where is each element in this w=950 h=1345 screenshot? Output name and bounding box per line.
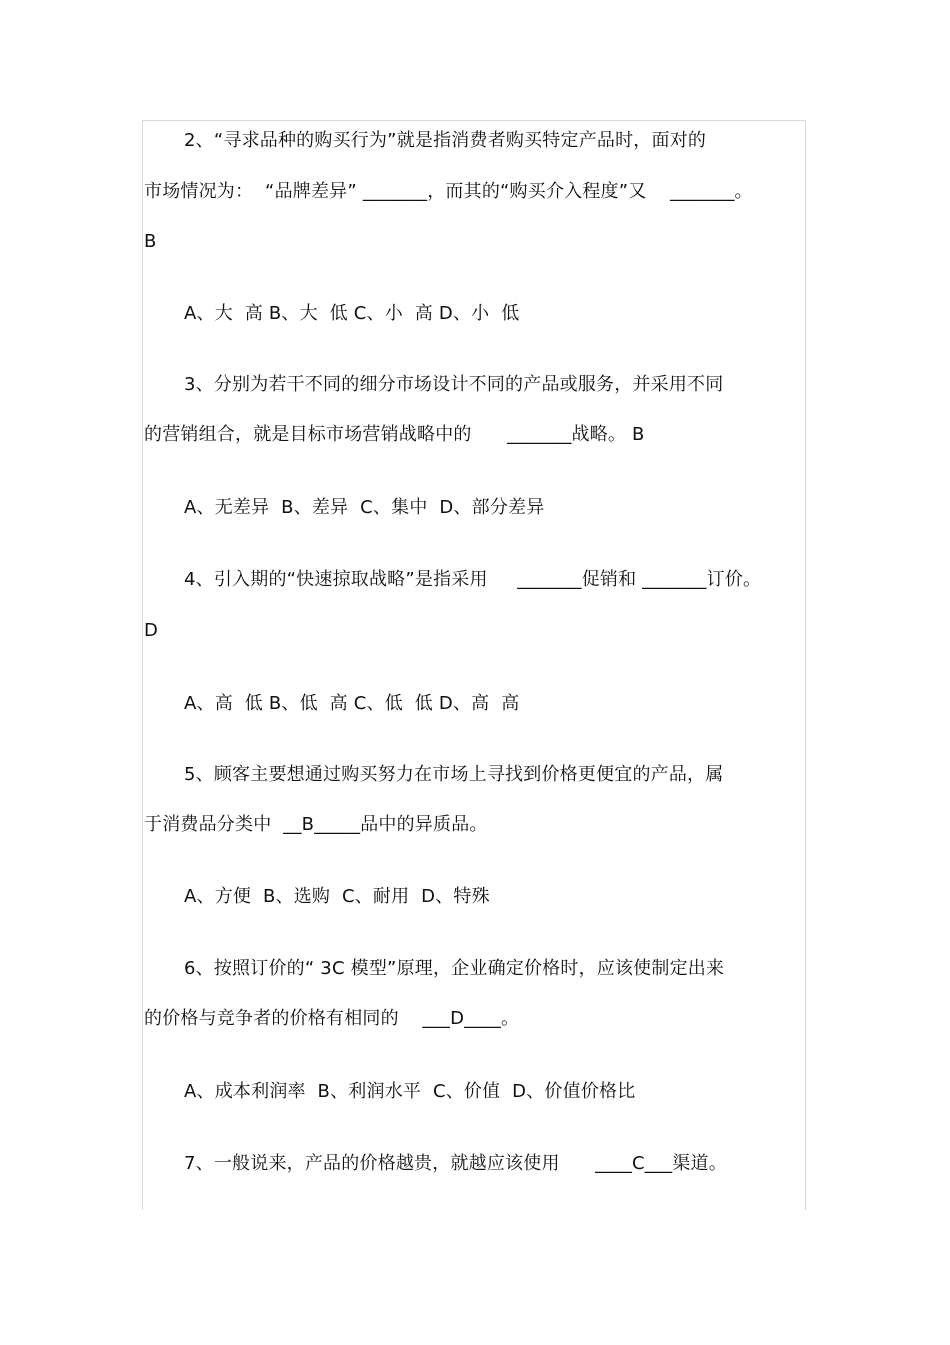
q3-options: A、无差异 B、差异 C、集中 D、部分差异 [184, 497, 545, 518]
q5-text-line1: 5、顾客主要想通过购买努力在市场上寻找到价格更便宜的产品，属 [184, 764, 724, 785]
q2-text-line1: 2、“寻求品种的购买行为”就是指消费者购买特定产品时，面对的 [184, 130, 707, 151]
q4-answer: D [144, 620, 159, 641]
q7-text-line1: 7、一般说来，产品的价格越贵，就越应该使用 ____C___渠道。 [184, 1153, 727, 1174]
q6-text-line1: 6、按照订价的“ 3C 模型”原理，企业确定价格时，应该使制定出来 [184, 958, 725, 979]
q4-text-line1: 4、引入期的“快速掠取战略”是指采用 _______促销和 _______订价。 [184, 569, 762, 590]
page-frame [142, 120, 806, 1210]
q6-options: A、成本利润率 B、利润水平 C、价值 D、价值价格比 [184, 1081, 636, 1102]
q3-text-line2: 的营销组合，就是目标市场营销战略中的 _______战略。 B [144, 424, 645, 445]
q2-text-line2: 市场情况为： “品牌差异” _______，而其的“购买介入程度”又 _______。 [144, 181, 753, 202]
q5-options: A、方便 B、选购 C、耐用 D、特殊 [184, 886, 490, 907]
q6-text-line2: 的价格与竞争者的价格有相同的 ___D____。 [144, 1008, 520, 1029]
q4-options: A、高 低 B、低 高 C、低 低 D、高 高 [184, 693, 520, 714]
q5-text-line2: 于消费品分类中 __B_____品中的异质品。 [144, 814, 488, 835]
q2-answer: B [144, 231, 157, 252]
q2-options: A、大 高 B、大 低 C、小 高 D、小 低 [184, 303, 520, 324]
q3-text-line1: 3、分别为若干不同的细分市场设计不同的产品或服务，并采用不同 [184, 374, 724, 395]
